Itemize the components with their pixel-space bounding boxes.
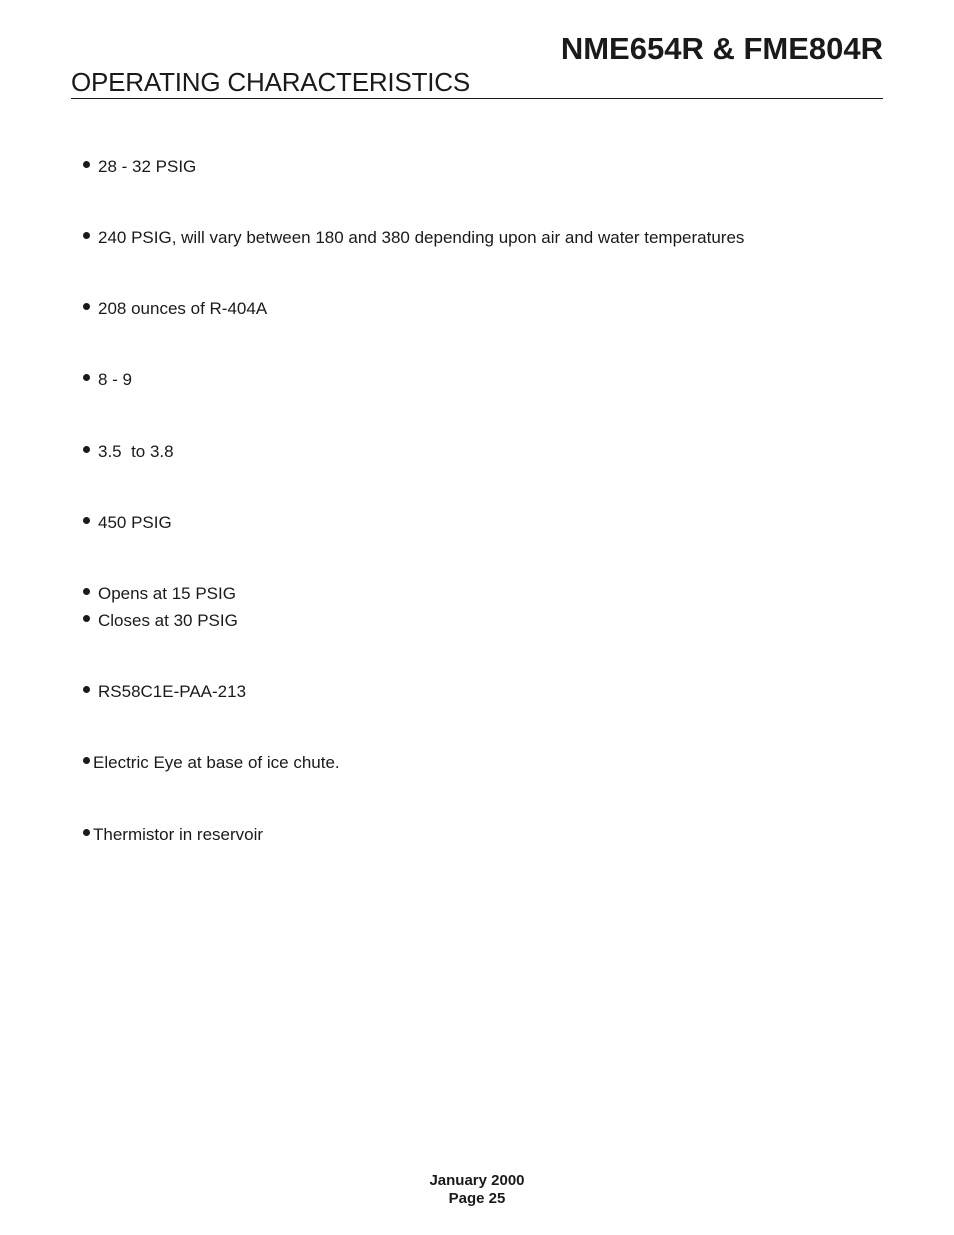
bullet-icon <box>83 829 90 836</box>
list-item <box>83 682 246 702</box>
list-item-text: Thermistor in reservoir <box>93 825 264 844</box>
list-item <box>83 299 267 319</box>
list-item <box>83 442 174 462</box>
list-item-text: Electric Eye at base of ice chute. <box>93 753 340 772</box>
bullet-icon <box>83 615 90 622</box>
header-rule <box>71 98 883 99</box>
list-item <box>83 370 132 390</box>
section-title: OPERATING CHARACTERISTICS <box>71 67 471 97</box>
bullet-icon <box>83 757 90 764</box>
bullet-icon <box>83 588 90 595</box>
list-item-text: Opens at 15 PSIG <box>98 584 236 603</box>
list-item <box>83 611 238 631</box>
model-title: NME654R & FME804R <box>560 31 883 66</box>
bullet-icon <box>83 303 90 310</box>
list-item-text: 3.5 to 3.8 <box>98 442 174 461</box>
list-item-text: 240 PSIG, will vary between 180 and 380 depending upon air and water temperatures <box>98 228 745 247</box>
list-item-text: 8 - 9 <box>98 370 133 389</box>
bullet-icon <box>83 232 90 239</box>
list-item-text: Closes at 30 PSIG <box>98 611 238 630</box>
page-footer <box>0 1172 954 1208</box>
list-item-text: 208 ounces of R-404A <box>98 299 268 318</box>
bullet-icon <box>83 161 90 168</box>
footer-page-number: Page 25 <box>448 1190 506 1207</box>
list-item <box>83 584 236 604</box>
bullet-icon <box>83 517 90 524</box>
footer-date: January 2000 <box>429 1172 525 1189</box>
bullet-icon <box>83 446 90 453</box>
list-item <box>83 157 196 177</box>
list-item-text: 28 - 32 PSIG <box>98 157 197 176</box>
bullet-icon <box>83 686 90 693</box>
list-item <box>83 825 263 845</box>
list-item <box>83 228 744 248</box>
list-item <box>83 513 172 533</box>
list-item-text: RS58C1E-PAA-213 <box>98 682 247 701</box>
bullet-icon <box>83 374 90 381</box>
list-item-text: 450 PSIG <box>98 513 172 532</box>
list-item <box>83 753 340 773</box>
